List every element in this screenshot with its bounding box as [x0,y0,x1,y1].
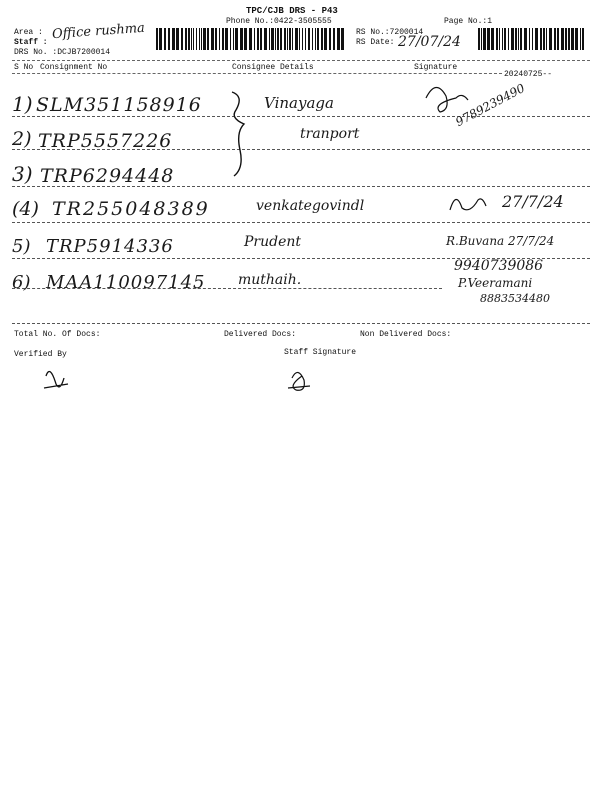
staff-signature-mark [288,372,310,390]
verified-by-label: Verified By [14,350,67,359]
delivered-docs-label: Delivered Docs: [224,330,297,339]
verifier-signature [44,372,68,389]
entry-sno: (4) [12,198,39,220]
entry-consignment: TRP6294448 [40,165,175,187]
col-signature: Signature [414,63,458,72]
rs-number: RS No.:7200014 [356,28,424,37]
entry-signature: R.Buvana 27/7/24 [446,234,555,248]
entry-signature: 9940739086 [454,258,544,274]
col-consignee: Consignee Details [232,63,314,72]
staff-label: Staff : [14,38,48,47]
extra-signature-phone: 8883534480 [480,292,550,305]
staff-signature-label: Staff Signature [284,348,357,357]
rs-date-label: RS Date: [356,38,395,47]
col-sno: S No [14,63,34,72]
extra-signature-name: P.Veeramani [458,276,533,290]
entry-consignment: TRP5914336 [46,236,174,257]
entry-consignee: tranport [300,126,360,142]
entry-sno: 1) [12,92,33,116]
entry-consignment: TR255048389 [52,198,210,220]
signature-scribble-4 [450,199,486,210]
entry-consignment: SLM351158916 [36,94,202,116]
entry-sno: 5) [12,236,31,257]
phone-number: Phone No.:0422-3505555 [226,17,332,26]
entry-consignment: MAA110097145 [46,272,206,293]
non-delivered-docs-label: Non Delivered Docs: [360,330,452,339]
entry-sno: 3) [12,162,33,186]
entry-consignee: muthaih. [238,272,302,288]
total-docs-label: Total No. Of Docs: [14,330,101,339]
entry-consignee: Vinayaga [264,94,334,112]
drs-number: DRS No. :DCJB7200014 [14,48,111,57]
print-stamp: 20240725-- [504,70,553,79]
rs-date-value: 27/07/24 [398,34,461,50]
entry-signature: 27/7/24 [502,192,564,211]
brace-mark [232,92,244,176]
entry-sno: 2) [12,128,32,150]
entry-consignee: Prudent [244,234,302,250]
entry-consignment: TRP5557226 [38,130,173,152]
signature-scribble-1 [426,87,468,112]
area-label: Area : [14,28,43,37]
entry-sno: 6) [12,272,31,293]
document-title: TPC/CJB DRS - P43 [246,6,338,16]
handwritten-staff-name: Office rushma [51,20,146,43]
page-number: Page No.:1 [444,17,493,26]
entry-signature: 9789239490 [453,80,528,130]
col-consignment: Consignment No [40,63,108,72]
entry-consignee: venkategovindl [256,198,365,214]
